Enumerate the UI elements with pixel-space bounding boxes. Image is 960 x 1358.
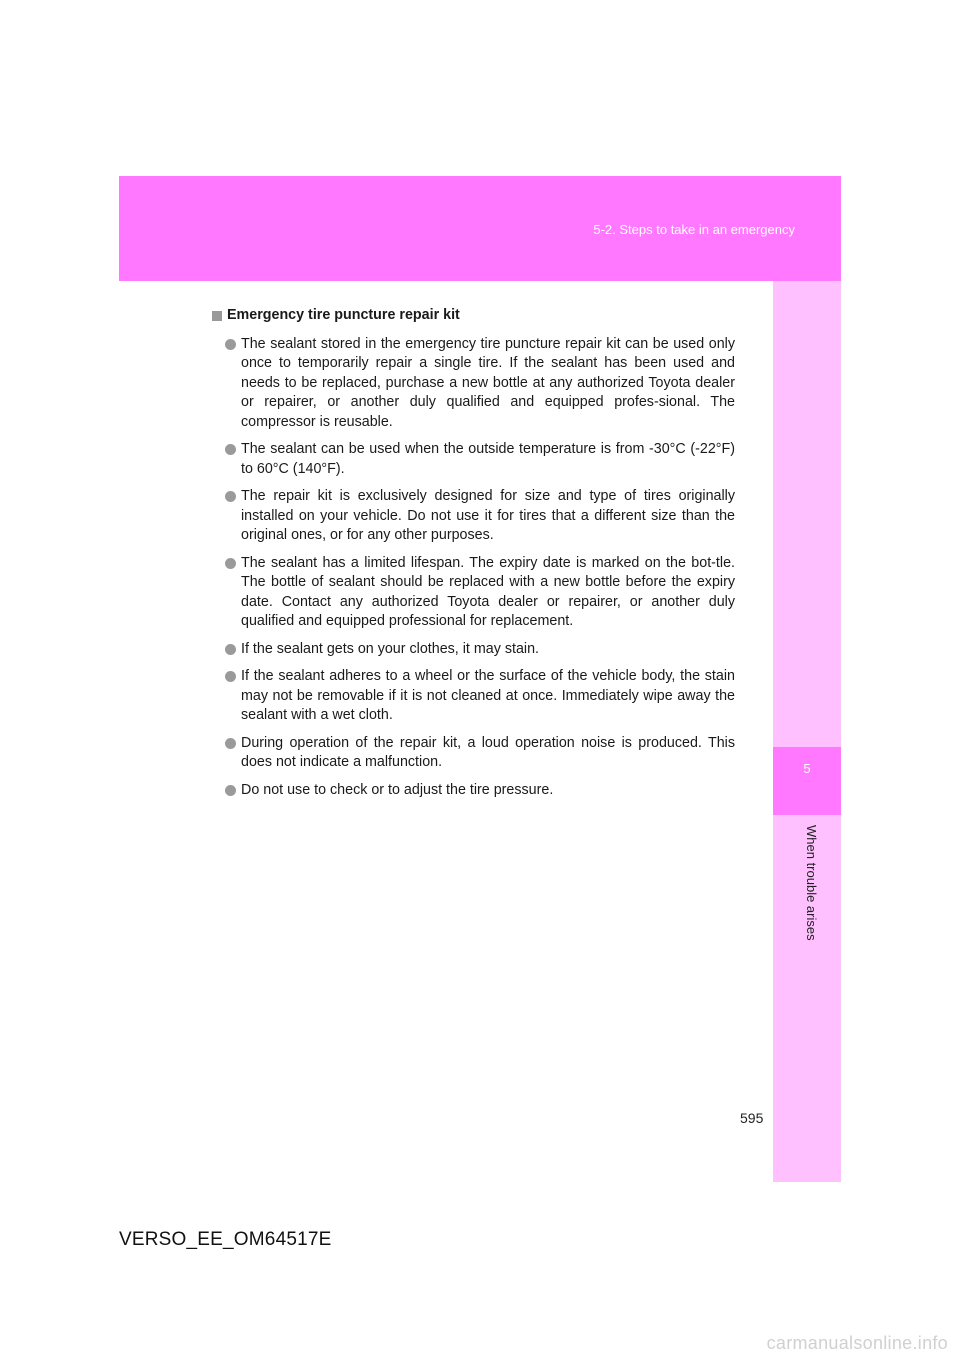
chapter-number: 5 (803, 761, 811, 776)
document-code: VERSO_EE_OM64517E (119, 1229, 332, 1250)
chapter-side-tab (773, 281, 841, 1182)
list-item (212, 487, 735, 546)
chapter-number-block (773, 747, 841, 815)
bullet-icon (225, 444, 236, 455)
watermark: carmanualsonline.info (766, 1333, 948, 1353)
bullet-icon (225, 339, 236, 350)
bullet-icon (225, 491, 236, 502)
chapter-title: When trouble arises (804, 825, 819, 941)
bullet-icon (225, 671, 236, 682)
list-item-text: Do not use to check or to adjust the tire pressure. (241, 781, 554, 798)
list-item-text: During operation of the repair kit, a loud operation noise is produced. This does not indicate a malfunction. (241, 734, 735, 770)
list-item-text: The sealant stored in the emergency tire puncture repair kit can be used only once to temporarily repair a single tire. If the sealant has been used and needs to be replaced, purchase a new bottle at any authorized Toyota dealer or repairer, or another duly qualified and equipped profes-sional. The compressor is reusable. (241, 335, 735, 430)
bullet-icon (225, 644, 236, 655)
section-heading-text: Emergency tire puncture repair kit (227, 307, 460, 323)
list-item-text: The repair kit is exclusively designed for size and type of tires originally installed on your vehicle. Do not use it for tires that a different size than the original ones, or for any other purposes. (241, 488, 735, 543)
list-item-text: If the sealant gets on your clothes, it may stain. (241, 640, 540, 657)
section-title: 5-2. Steps to take in an emergency (593, 222, 795, 237)
list-item (212, 335, 735, 433)
section-heading (212, 306, 735, 326)
list-item-text: The sealant has a limited lifespan. The expiry date is marked on the bot-tle. The bottle of sealant should be replaced with a new bottle before the expiry date. Contact any authorized Toyota dealer or repairer, or another duly qualified and equipped professional for replacement. (241, 554, 735, 629)
list-item (212, 734, 735, 773)
content-body (212, 306, 735, 808)
list-item (212, 640, 735, 660)
page-number: 595 (740, 1110, 764, 1126)
list-item-text: The sealant can be used when the outside temperature is from -30°C (-22°F) to 60°C (140°F). (241, 441, 735, 477)
square-bullet-icon (212, 311, 222, 321)
bullet-icon (225, 785, 236, 796)
bullet-icon (225, 738, 236, 749)
list-item (212, 781, 735, 801)
list-item-text: If the sealant adheres to a wheel or the surface of the vehicle body, the stain may not be removable if it is not cleaned at once. Immediately wipe away the sealant with a wet cloth. (241, 668, 735, 723)
list-item (212, 667, 735, 726)
bullet-icon (225, 558, 236, 569)
list-item (212, 440, 735, 479)
header-band (119, 176, 841, 281)
list-item (212, 554, 735, 632)
